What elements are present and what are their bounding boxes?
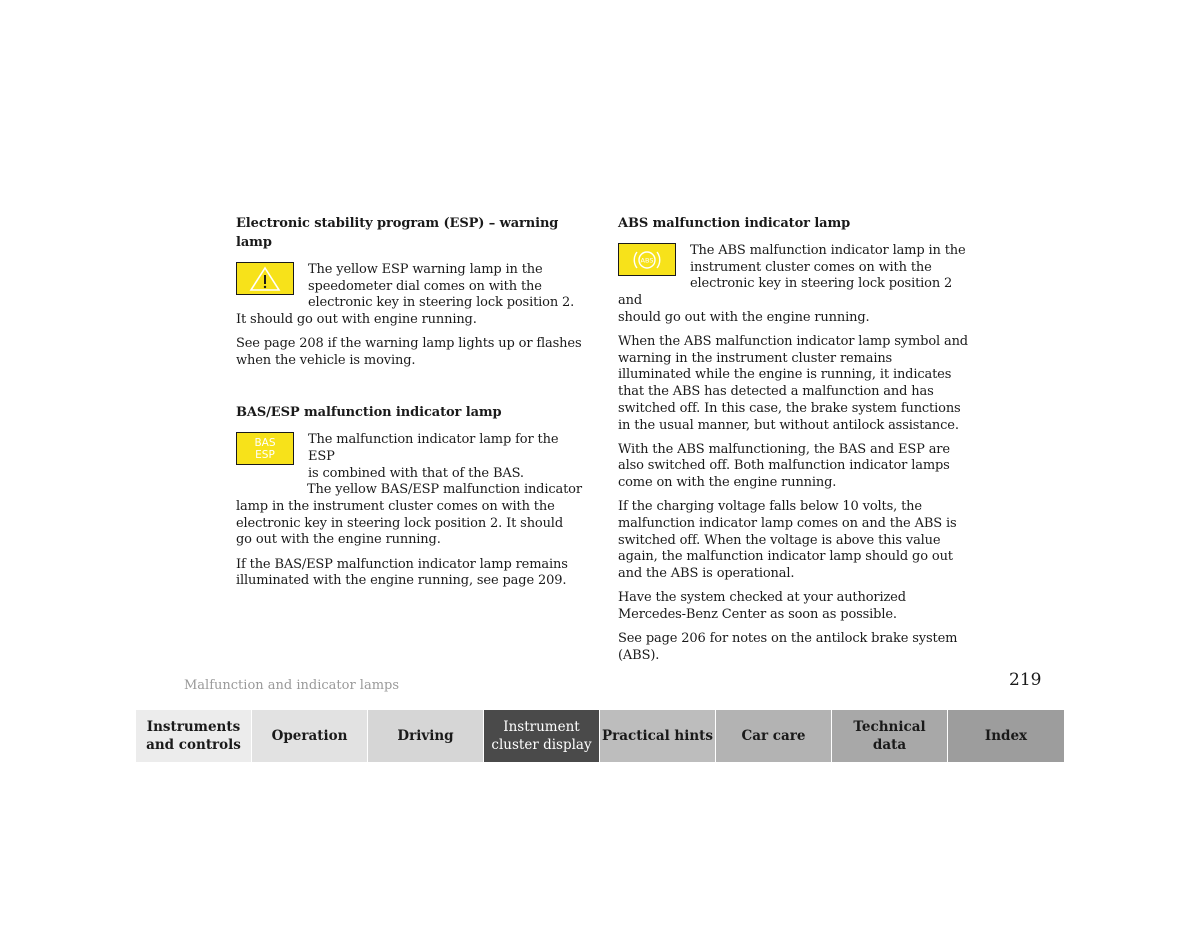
- tab-label: Driving: [397, 728, 454, 744]
- abs-paragraph-5: See page 206 for notes on the antilock brake system (ABS).: [618, 631, 958, 663]
- tab-label-line-1: Instruments: [146, 719, 241, 735]
- abs-lamp-line-1: The ABS malfunction indicator lamp in the: [690, 243, 966, 258]
- esp-lamp-line-3: electronic key in steering lock position 2.: [308, 295, 575, 311]
- abs-continuation: should go out with the engine running.: [618, 309, 870, 325]
- footer-section-title: Malfunction and indicator lamps: [184, 678, 400, 693]
- tab-practical-hints[interactable]: [600, 710, 716, 762]
- page-number: 219: [1009, 670, 1042, 690]
- left-column: [236, 214, 582, 598]
- tab-car-care[interactable]: [716, 710, 832, 762]
- bas-esp-lamp: [236, 432, 294, 465]
- right-column: [618, 214, 968, 672]
- tab-label-line-2: cluster display: [491, 737, 592, 753]
- tab-label-line-1: Instrument: [503, 719, 580, 735]
- bas-esp-paragraph-2: The yellow BAS/ESP malfunction indicator lamp in the instrument cluster comes on with the electronic key in steering lock position 2. It should go out with the engine running.: [236, 482, 582, 548]
- esp-heading: Electronic stability program (ESP) – warning lamp: [236, 216, 559, 250]
- tab-label: Practical hints: [602, 728, 713, 744]
- tab-label-line-1: Technical: [853, 719, 926, 735]
- abs-icon-label: ABS: [640, 256, 654, 264]
- abs-heading: ABS malfunction indicator lamp: [618, 216, 851, 231]
- bas-icon-label: BAS: [254, 436, 276, 449]
- chapter-tab-bar: [136, 710, 1064, 762]
- tab-index[interactable]: [948, 710, 1064, 762]
- esp-paragraph-2: See page 208 if the warning lamp lights up or flashes when the vehicle is moving.: [236, 336, 582, 369]
- tab-label: Operation: [271, 728, 348, 744]
- esp-warning-lamp: [236, 262, 294, 295]
- esp-icon-label: ESP: [255, 448, 275, 461]
- bas-esp-icon: [254, 437, 275, 461]
- warning-triangle-icon: [249, 266, 281, 292]
- bas-esp-paragraph-3: If the BAS/ESP malfunction indicator lamp remains illuminated with the engine running, see page 209.: [236, 556, 568, 589]
- bas-esp-lamp-line-2: is combined with that of the BAS.: [308, 465, 524, 481]
- abs-icon: [630, 247, 664, 273]
- bas-esp-lamp-line-1: The malfunction indicator lamp for the ESP: [308, 432, 559, 464]
- tab-label: Car care: [741, 728, 806, 744]
- abs-lamp: [618, 243, 676, 276]
- bas-esp-heading: BAS/ESP malfunction indicator lamp: [236, 405, 502, 421]
- esp-lamp-line-1: The yellow ESP warning lamp in the: [308, 262, 543, 277]
- tab-operation[interactable]: [252, 710, 368, 762]
- tab-label-line-2: data: [872, 737, 907, 753]
- abs-paragraph-1: When the ABS malfunction indicator lamp symbol and warning in the instrument cluster remains illuminated while the engine is running, it indicates that the ABS has detected a malfunction and has switched off. In this case, the brake system functions in the usual manner, but without antilock assistance.: [618, 334, 968, 433]
- tab-instrument-cluster-display[interactable]: [484, 710, 600, 762]
- abs-lamp-block: [618, 243, 968, 310]
- tab-label: Index: [984, 728, 1028, 744]
- tab-technical-data[interactable]: [832, 710, 948, 762]
- tab-instruments-and-controls[interactable]: [136, 710, 252, 762]
- esp-lamp-block: [236, 262, 582, 312]
- tab-label-line-2: and controls: [146, 737, 241, 753]
- abs-paragraph-3: If the charging voltage falls below 10 volts, the malfunction indicator lamp comes on and the ABS is switched off. When the voltage is above this value again, the malfunction indicator lamp should go out and the ABS is operational.: [618, 499, 957, 582]
- esp-continuation: It should go out with engine running.: [236, 312, 477, 328]
- abs-paragraph-2: With the ABS malfunctioning, the BAS and ESP are also switched off. Both malfunction indicator lamps come on with the engine running.: [618, 441, 950, 491]
- bas-esp-lamp-block: [236, 432, 582, 482]
- esp-lamp-line-2: speedometer dial comes on with the: [308, 278, 542, 294]
- abs-paragraph-4: Have the system checked at your authorized Mercedes-Benz Center as soon as possible.: [618, 590, 906, 623]
- tab-driving[interactable]: [368, 710, 484, 762]
- abs-lamp-line-2: instrument cluster comes on with the: [690, 259, 932, 275]
- abs-lamp-line-3: electronic key in steering lock position 2 and: [618, 276, 953, 309]
